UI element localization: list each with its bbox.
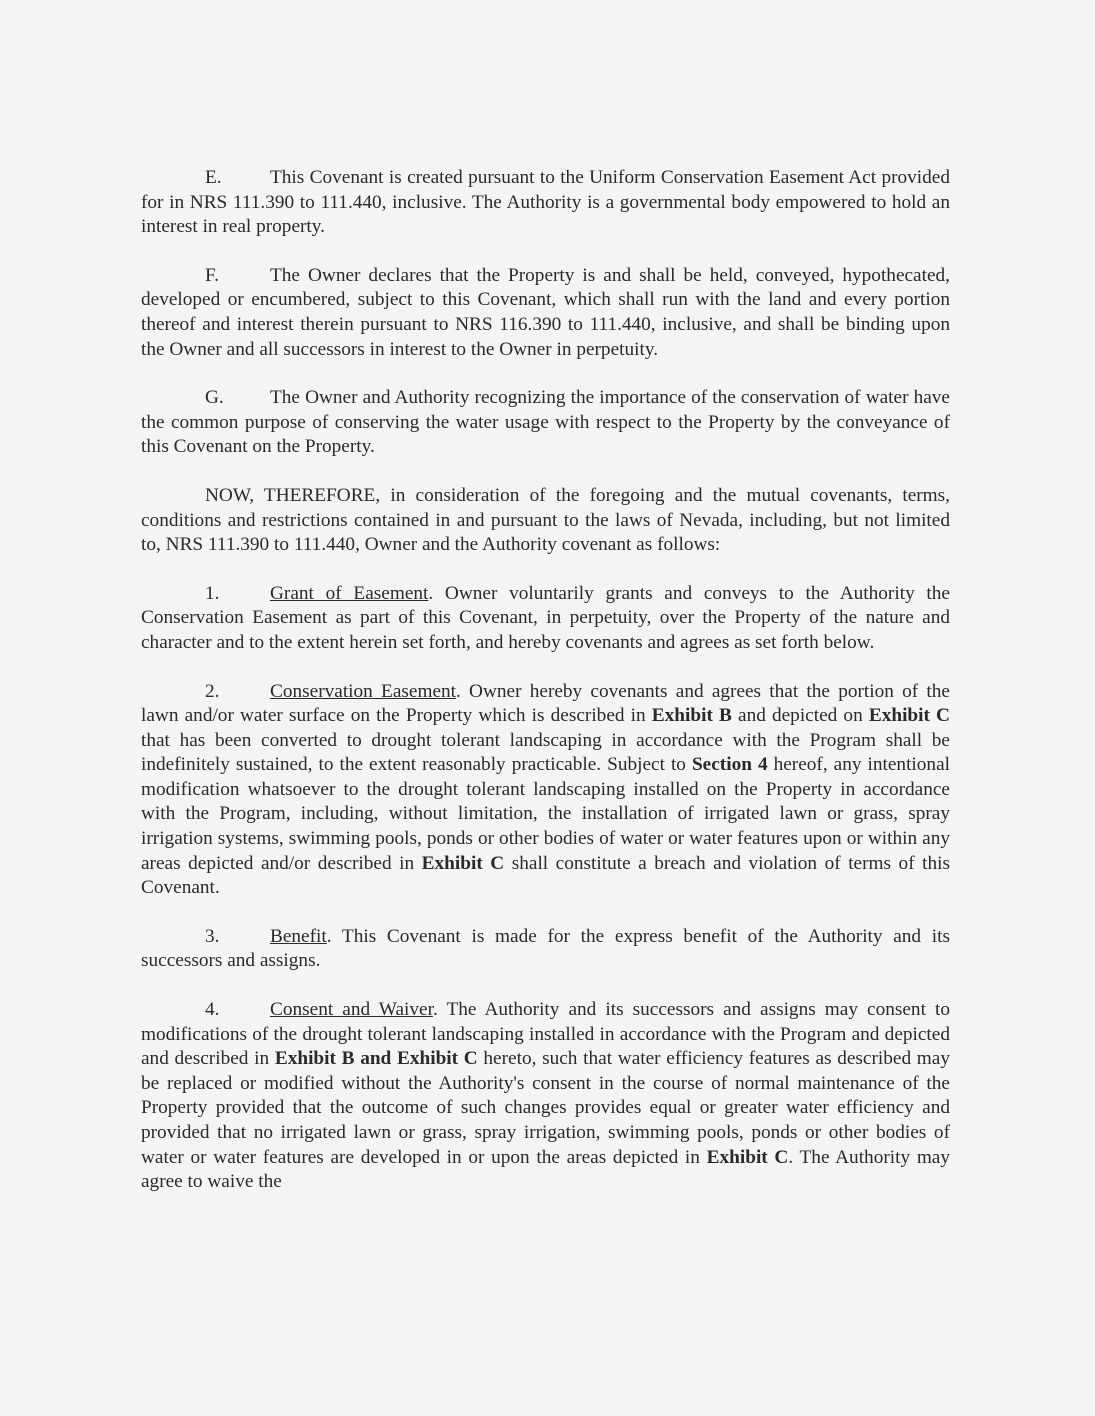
exhibit-reference: Exhibit C xyxy=(868,705,950,727)
section-heading: Benefit xyxy=(270,925,327,947)
paragraph-number: F. xyxy=(205,264,219,286)
section-text: . The Authority may agree to waive the xyxy=(141,1146,951,1193)
section-heading: Conservation Easement xyxy=(270,680,456,702)
section-heading: Grant of Easement xyxy=(270,582,429,604)
section-number: 4. xyxy=(205,999,220,1021)
paragraph-text: The Owner declares that the Property is and shall be held, conveyed, hypothecated, developed or encumbered, subject to this Covenant, which shall run with the land and every portion thereof and interest therein pursuant to NRS 116.390 to 111.440, inclusive, and shall be binding upon the Owner and all successors in interest to the Owner in perpetuity. xyxy=(141,264,950,360)
section-text: . Owner hereby covenants and agrees that the portion of the lawn and/or water surface on the Property which is described in xyxy=(141,680,950,727)
section-2 xyxy=(141,680,950,901)
paragraph-number: E. xyxy=(205,167,222,188)
paragraph-text: This Covenant is created pursuant to the Uniform Conservation Easement Act provided for in NRS 111.390 to 111.440, inclusive. The Authority is a governmental body empowered to hold an interest in real property. xyxy=(141,167,950,238)
paragraph-now-therefore xyxy=(141,484,950,558)
section-number: 1. xyxy=(205,582,220,604)
section-text: that has been converted to drought tolerant landscaping in accordance with the Program shall be indefinitely sustained, to the extent reasonably practicable. Subject to xyxy=(141,729,950,776)
section-number: 2. xyxy=(205,680,220,702)
paragraph-f xyxy=(141,264,950,362)
section-number: 3. xyxy=(205,925,220,947)
exhibit-reference: Exhibit B and Exhibit C xyxy=(274,1048,478,1070)
exhibit-reference: Exhibit B xyxy=(651,705,732,727)
exhibit-reference: Exhibit C xyxy=(421,852,505,874)
paragraph-text: The Owner and Authority recognizing the importance of the conservation of water have the common purpose of conserving the water usage with respect to the Property by the conveyance of this Covenant on the Property. xyxy=(141,387,950,458)
section-text: . Owner voluntarily grants and conveys to the Authority the Conservation Easement as part of this Covenant, in perpetuity, over the Property of the nature and character and to the extent herein set forth, and hereby covenants and agrees as set forth below. xyxy=(141,582,950,653)
section-heading: Consent and Waiver xyxy=(270,999,433,1021)
paragraph-e xyxy=(141,166,950,240)
exhibit-reference: Exhibit C xyxy=(706,1146,789,1168)
paragraph-g xyxy=(141,386,950,460)
section-text: . The Authority and its successors and assigns may consent to modifications of the drought tolerant landscaping installed in accordance with the Program and depicted and described in xyxy=(141,999,950,1070)
paragraph-text: NOW, THEREFORE, in consideration of the foregoing and the mutual covenants, terms, conditions and restrictions contained in and pursuant to the laws of Nevada, including, but not limited to, NRS 111.390 to 111.440, Owner and the Authority covenant as follows: xyxy=(141,484,950,556)
section-1 xyxy=(141,582,950,656)
section-text: shall constitute a breach and violation of terms of this Covenant. xyxy=(141,852,950,899)
section-3 xyxy=(141,925,950,974)
section-reference: Section 4 xyxy=(691,754,768,776)
section-4 xyxy=(141,998,950,1195)
section-text: hereto, such that water efficiency features as described may be replaced or modified without the Authority's consent in the course of normal maintenance of the Property provided that the outcome of such changes provides equal or greater water efficiency and provided that no irrigated lawn or grass, spray irrigation, swimming pools, ponds or other bodies of water or water features are developed in or upon the areas depicted in xyxy=(141,1048,950,1168)
paragraph-number: G. xyxy=(205,387,224,409)
section-text: hereof, any intentional modification whatsoever to the drought tolerant landscaping installed on the Property in accordance with the Program, including, without limitation, the installation of irrigated lawn or grass, spray irrigation systems, swimming pools, ponds or other bodies of water or water features upon or within any areas depicted and/or described in xyxy=(141,754,950,874)
section-text: . This Covenant is made for the express benefit of the Authority and its successors and assigns. xyxy=(141,925,950,972)
section-text: and depicted on xyxy=(731,705,869,727)
